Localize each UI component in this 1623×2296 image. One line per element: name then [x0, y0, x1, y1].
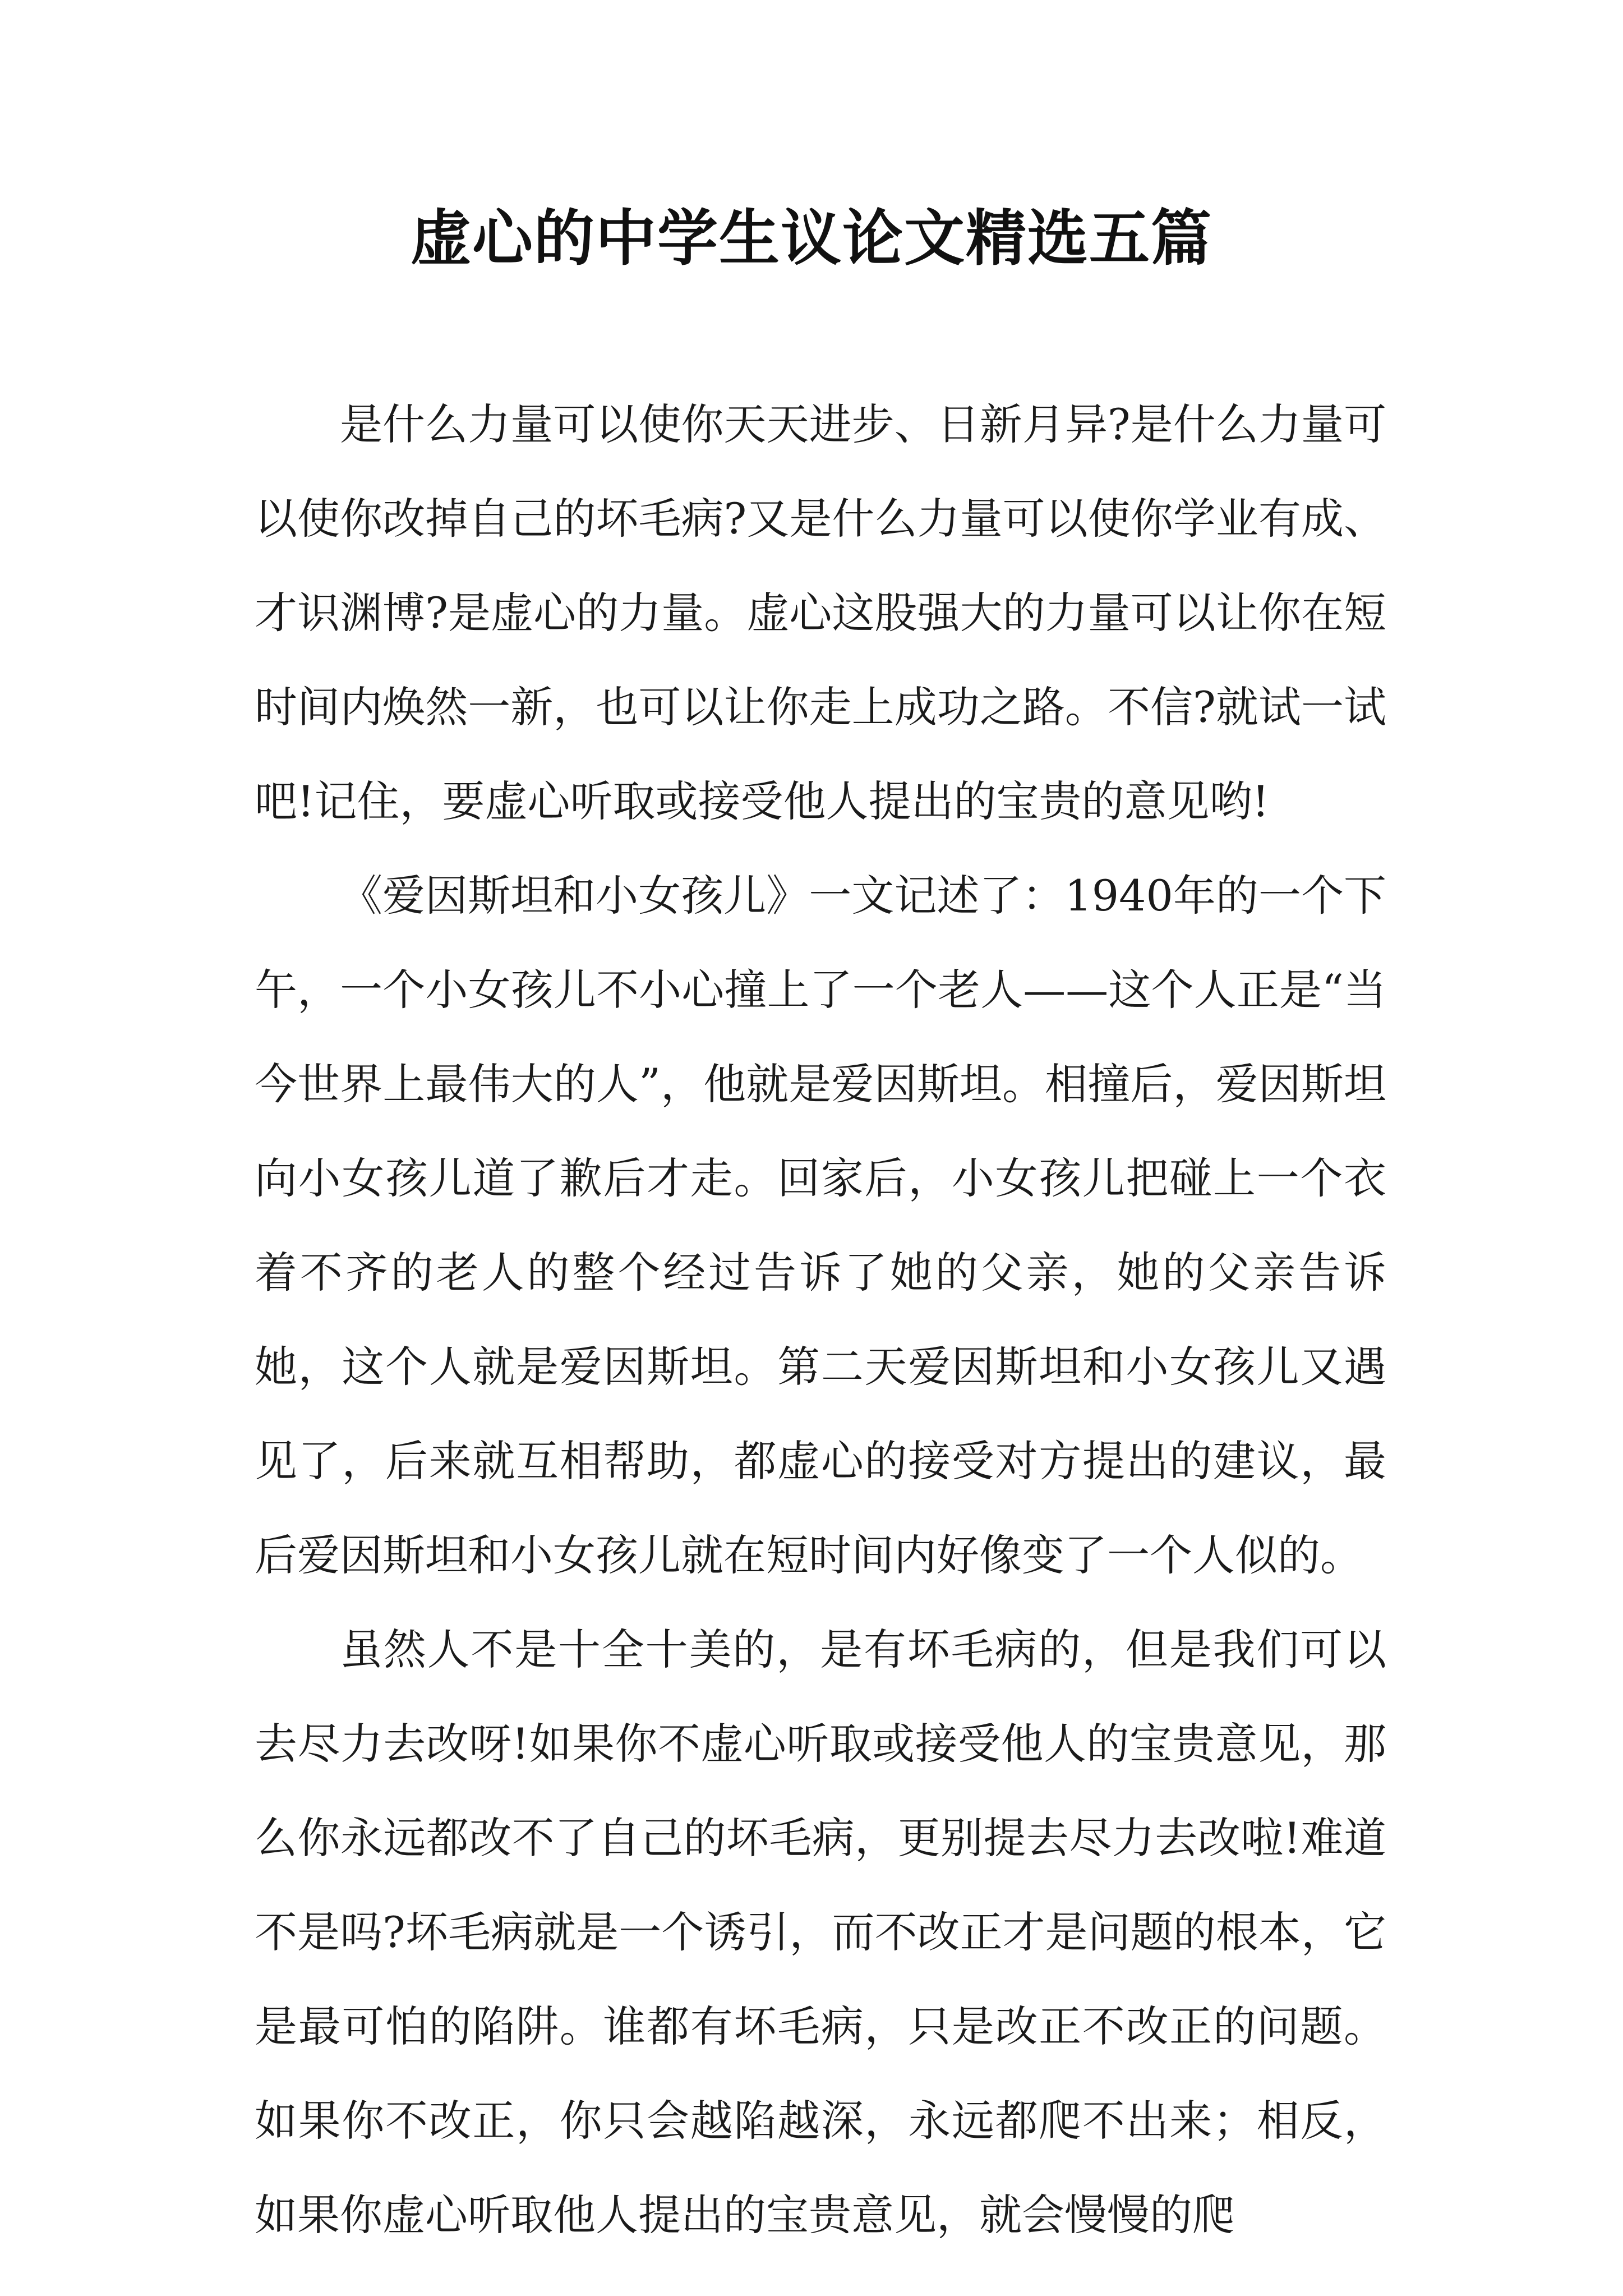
document-title: 虚心的中学生议论文精选五篇	[410, 203, 1212, 274]
paragraph-2: 《爱因斯坦和小女孩儿》一文记述了：1940年的一个下午，一个小女孩儿不小心撞上了一个老人——这个人正是“当今世界上最伟大的人”，他就是爱因斯坦。相撞后，爱因斯坦向小女孩儿道了歉后才走。回家后，小女孩儿把碰上一个衣着不齐的老人的整个经过告诉了她的父亲，她的父亲告诉她，这个人就是爱因斯坦。第二天爱因斯坦和小女孩儿又遇见了，后来就互相帮助，都虚心的接受对方提出的建议，最后爱因斯坦和小女孩儿就在短时间内好像变了一个人似的。	[255, 871, 1386, 1580]
paragraph-1: 是什么力量可以使你天天进步、日新月异?是什么力量可以使你改掉自己的坏毛病?又是什么力量可以使你学业有成、才识渊博?是虚心的力量。虚心这股强大的力量可以让你在短时间内焕然一新，也可以让你走上成功之路。不信?就试一试吧!记住，要虚心听取或接受他人提出的宝贵的意见哟!	[255, 399, 1386, 826]
paragraph-3: 虽然人不是十全十美的，是有坏毛病的，但是我们可以去尽力去改呀!如果你不虚心听取或接受他人的宝贵意见，那么你永远都改不了自己的坏毛病，更别提去尽力去改啦!难道不是吗?坏毛病就是一个诱引，而不改正才是问题的根本，它是最可怕的陷阱。谁都有坏毛病，只是改正不改正的问题。如果你不改正，你只会越陷越深，永远都爬不出来；相反，如果你虚心听取他人提出的宝贵意见，就会慢慢的爬	[255, 1625, 1386, 2240]
document-body	[255, 378, 1386, 2262]
